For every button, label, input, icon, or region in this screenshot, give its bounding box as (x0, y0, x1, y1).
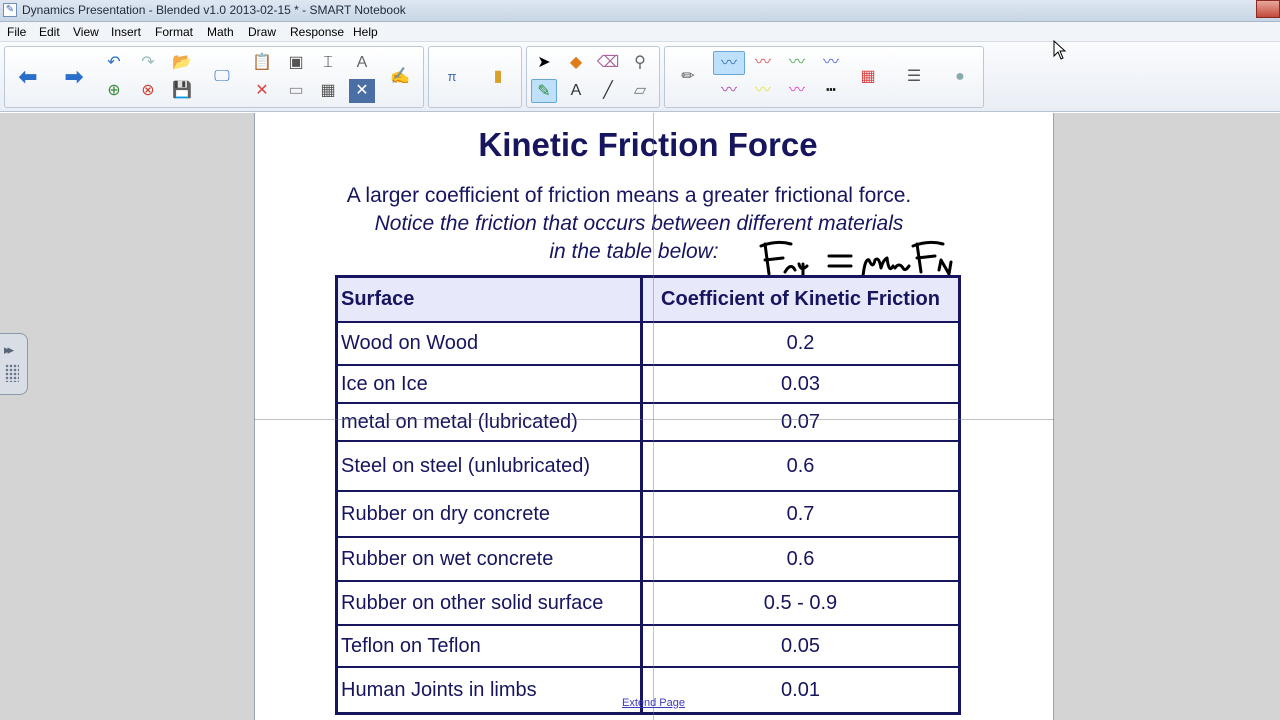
side-panel-toggle[interactable] (0, 333, 28, 395)
text-icon[interactable]: A (570, 82, 582, 99)
previous-page-icon[interactable]: ⬅ (18, 64, 38, 89)
menu-draw[interactable]: Draw (248, 25, 277, 39)
vertical-guide-line (653, 113, 654, 720)
pen-style-red-icon[interactable]: 〰 (754, 54, 771, 71)
delete-page-icon[interactable]: ⊗ (141, 82, 155, 99)
pen-style-magenta-icon[interactable]: 〰 (788, 82, 805, 99)
coefficient-cell: 0.5 - 0.9 (763, 591, 838, 614)
table-row (338, 321, 958, 364)
pen-style-blue-icon[interactable]: 〰 (713, 51, 745, 75)
coefficient-cell: 0.7 (786, 502, 815, 525)
menu-math[interactable]: Math (207, 25, 234, 39)
pen-properties-icon[interactable]: ✏ (681, 68, 695, 85)
close-window-button[interactable] (1256, 0, 1280, 18)
delete-icon[interactable]: ✕ (255, 82, 269, 99)
coefficient-cell: 0.05 (781, 634, 820, 657)
toolbar-group-math (428, 46, 522, 108)
toolbar (0, 42, 1280, 112)
coefficient-cell: 0.2 (786, 332, 815, 354)
menu-insert[interactable]: Insert (111, 25, 142, 39)
line-icon[interactable]: ╱ (603, 82, 613, 99)
pen-style-dashed-icon[interactable]: ┅ (826, 82, 836, 99)
surface-cell: Human Joints in limbs (338, 668, 643, 712)
surface-cell: Steel on steel (unlubricated) (338, 442, 643, 490)
table-header-row (338, 278, 958, 321)
text-tool-icon[interactable]: ⌶ (323, 54, 333, 71)
surface-cell: Rubber on dry concrete (338, 492, 643, 536)
screen-shade-icon[interactable]: ▭ (288, 82, 304, 99)
screen-capture-icon[interactable]: ▣ (288, 54, 304, 71)
friction-table[interactable] (335, 275, 961, 715)
redo-icon[interactable]: ↷ (141, 54, 155, 71)
surface-cell: Rubber on other solid surface (338, 582, 643, 624)
window-title: Dynamics Presentation - Blended v1.0 2013-02-15 * - SMART Notebook (22, 3, 406, 17)
header-coefficient: Coefficient of Kinetic Friction (661, 288, 940, 310)
spell-check-icon[interactable]: A (356, 54, 368, 71)
title-bar (0, 0, 1280, 22)
menu-bar (0, 22, 1280, 42)
expand-chevrons-icon: ▸▸ (4, 342, 12, 357)
coefficient-cell: 0.01 (781, 678, 820, 701)
slide-text-line3: in the table below: (549, 240, 719, 263)
toolbar-group-navigation (4, 46, 424, 108)
pen-style-yellow-icon[interactable]: 〰 (754, 82, 771, 99)
coefficient-cell: 0.03 (781, 372, 820, 395)
table-row (338, 440, 958, 490)
magic-pen-icon[interactable]: ✍ (390, 68, 410, 85)
pens-icon[interactable]: ✎ (531, 79, 557, 103)
table-row (338, 624, 958, 666)
coefficient-cell: 0.07 (781, 410, 820, 433)
surface-cell: Teflon on Teflon (338, 626, 643, 666)
toolbar-group-pens (664, 46, 984, 108)
mouse-cursor-icon (1053, 40, 1067, 60)
open-folder-icon[interactable]: 📂 (172, 54, 192, 71)
save-icon[interactable]: 💾 (172, 82, 192, 99)
surface-cell: Rubber on wet concrete (338, 538, 643, 580)
table-row (338, 364, 958, 402)
coefficient-cell: 0.6 (786, 547, 815, 570)
pen-style-navy-icon[interactable]: 〰 (822, 54, 839, 71)
fill-icon[interactable]: ⚲ (634, 54, 646, 71)
undo-icon[interactable]: ↶ (107, 54, 121, 71)
app-icon: ✎ (3, 3, 17, 17)
menu-file[interactable]: File (7, 25, 27, 39)
menu-help[interactable]: Help (353, 25, 378, 39)
paste-icon[interactable]: 📋 (252, 54, 272, 71)
table-icon[interactable]: ▦ (320, 82, 336, 99)
grip-icon (5, 364, 19, 382)
pen-style-purple-icon[interactable]: 〰 (720, 82, 737, 99)
line-width-icon[interactable]: ☰ (906, 68, 922, 85)
shapes-icon[interactable]: ◆ (569, 54, 583, 71)
color-palette-icon[interactable]: ▦ (860, 68, 876, 85)
extend-page-link[interactable]: Extend Page (622, 697, 685, 709)
menu-format[interactable]: Format (155, 25, 194, 39)
menu-edit[interactable]: Edit (39, 25, 60, 39)
surface-cell: Wood on Wood (338, 323, 643, 364)
screen-display-icon[interactable]: 🖵 (214, 68, 230, 85)
close-icon[interactable]: ✕ (349, 79, 375, 103)
next-page-icon[interactable]: ➡ (64, 64, 84, 89)
transparency-icon[interactable]: ● (955, 68, 965, 85)
surface-cell: metal on metal (lubricated) (338, 404, 643, 440)
eraser-pink-icon[interactable]: ⌫ (596, 54, 620, 71)
toolbar-group-tools (526, 46, 660, 108)
menu-view[interactable]: View (73, 25, 99, 39)
slide-text-line2: Notice the friction that occurs between different materials (374, 212, 904, 235)
table-row (338, 580, 958, 624)
add-page-icon[interactable]: ⊕ (107, 82, 121, 99)
pi-icon[interactable]: π (447, 69, 457, 84)
table-row (338, 536, 958, 580)
gallery-icon[interactable]: ▮ (493, 68, 503, 85)
header-surface: Surface (338, 278, 643, 321)
slide-text-line1: A larger coefficient of friction means a greater frictional force. (346, 184, 912, 207)
horizontal-guide-line (254, 419, 1054, 420)
select-icon[interactable]: ➤ (537, 54, 551, 71)
menu-response[interactable]: Response (290, 25, 345, 39)
slide-title: Kinetic Friction Force (478, 126, 818, 163)
pen-style-green-icon[interactable]: 〰 (788, 54, 805, 71)
table-row (338, 402, 958, 440)
coefficient-cell: 0.6 (786, 454, 815, 477)
table-row (338, 490, 958, 536)
eraser-icon[interactable]: ▱ (633, 82, 647, 99)
surface-cell: Ice on Ice (338, 366, 643, 402)
